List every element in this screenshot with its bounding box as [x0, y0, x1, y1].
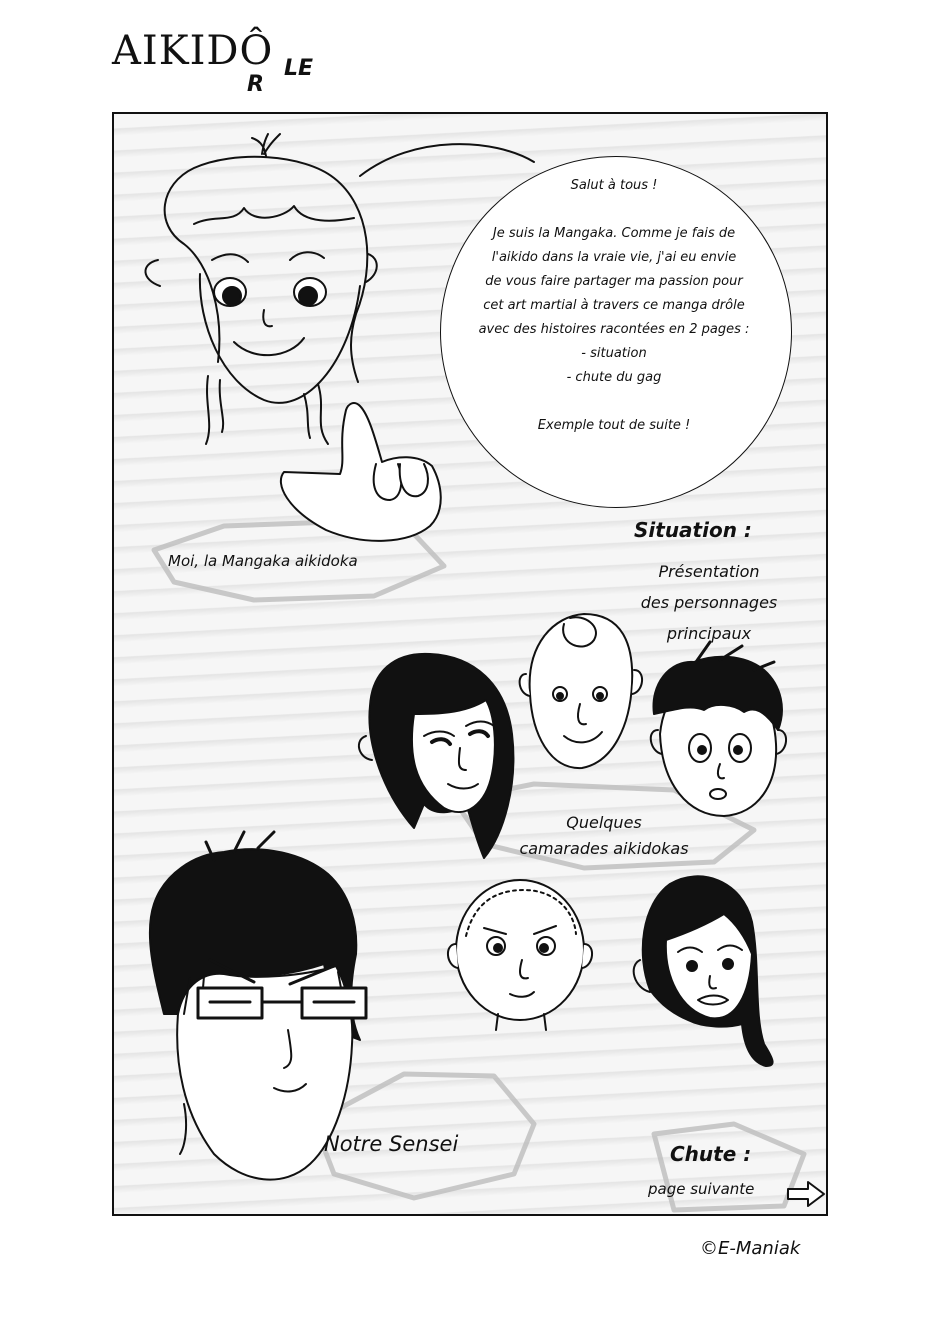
caption-camarades [494, 810, 714, 862]
bubble-line: - situation [581, 346, 647, 361]
bubble-line [454, 198, 774, 222]
caption-sensei: Notre Sensei [324, 1132, 459, 1156]
speech-bubble-text [454, 174, 774, 438]
caption-chute-title: Chute : [670, 1142, 752, 1166]
bubble-line: Salut à tous ! [570, 178, 658, 193]
bubble-line: l'aikido dans la vraie vie, j'ai eu envie [491, 250, 737, 265]
caption-line: Présentation [658, 562, 760, 581]
caption-situation-text [619, 556, 799, 649]
right-arrow-icon[interactable] [786, 1180, 826, 1208]
bubble-line: Exemple tout de suite ! [537, 418, 691, 433]
camarade-bald-drawing [448, 880, 592, 1030]
logo-r-letter: R [247, 72, 264, 97]
bubble-line: avec des histoires racontées en 2 pages : [478, 322, 750, 337]
logo-le-letters: LE [284, 56, 314, 81]
comic-panel [112, 112, 828, 1216]
caption-line: camarades aikidokas [519, 839, 689, 858]
camarade-long-hair-drawing [359, 654, 514, 858]
sensei-drawing [150, 832, 366, 1180]
copyright: ©E-Maniak [700, 1238, 801, 1259]
mangaka-drawing [145, 134, 376, 444]
caption-line: Quelques [566, 813, 642, 832]
bubble-line: - chute du gag [566, 370, 662, 385]
caption-mangaka: Moi, la Mangaka aikidoka [168, 552, 358, 570]
bubble-line: cet art martial à travers ce manga drôle [483, 298, 745, 313]
bubble-line [454, 390, 774, 414]
caption-line: principaux [666, 624, 752, 643]
mangaka-hand [281, 403, 441, 541]
next-page-link[interactable]: page suivante [648, 1180, 755, 1198]
bubble-line: de vous faire partager ma passion pour [485, 274, 743, 289]
speech-bubble-tail [360, 144, 534, 176]
aikidorole-logo [112, 22, 352, 102]
bubble-line: Je suis la Mangaka. Comme je fais de [492, 226, 736, 241]
logo-main-text: AIKIDÔ [112, 28, 274, 74]
camarade-dark-hair-drawing [634, 876, 773, 1066]
caption-line: des personnages [640, 593, 778, 612]
caption-situation-title: Situation : [634, 518, 752, 542]
